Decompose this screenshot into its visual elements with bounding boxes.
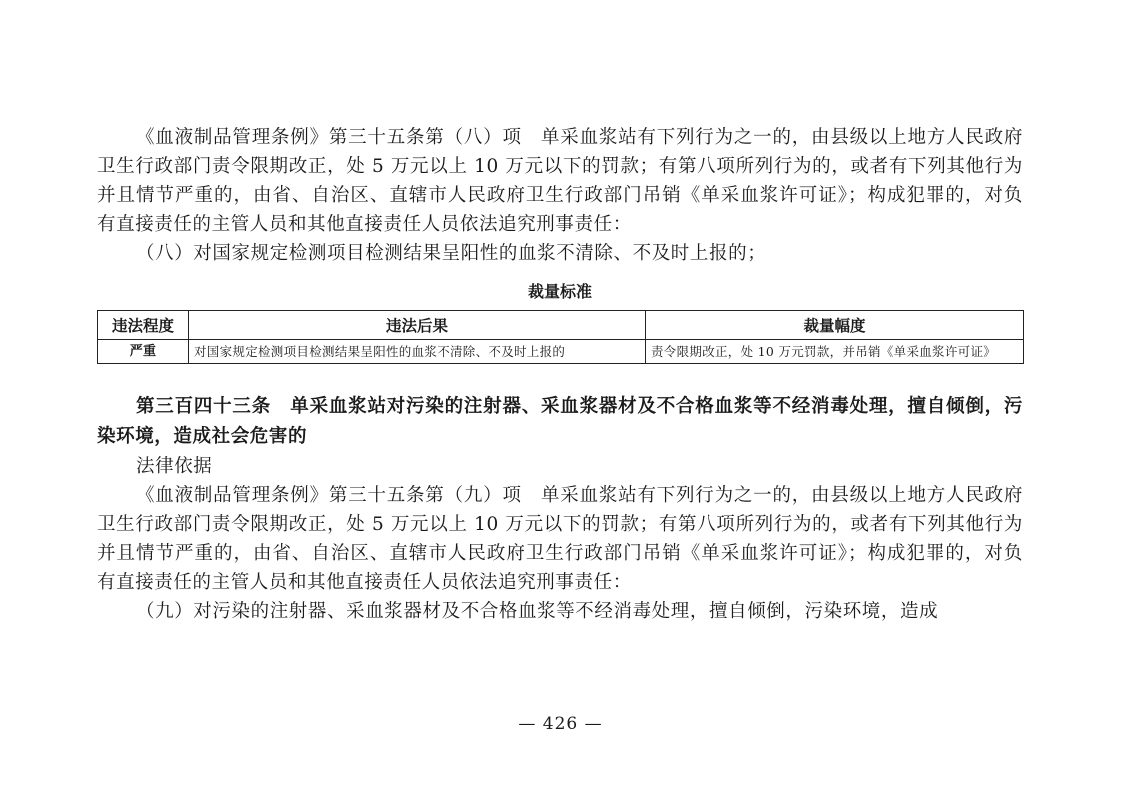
legal-basis-paragraph: 《血液制品管理条例》第三十五条第（八）项 单采血浆站有下列行为之一的，由县级以上地方人民政府卫生行政部门责令限期改正，处 5 万元以上 10 万元以下的罚款；有第八项所列行为的，或者有下列其他行为并且情节严重的，由省、自治区、直辖市人民政府卫生行政部门吊销《单采血浆许可证》；构成犯罪的，对负有直接责任的主管人员和其他直接责任人员依法追究刑事责任： bbox=[97, 127, 1023, 235]
table-header-row bbox=[98, 311, 1024, 340]
column-header-range: 裁量幅度 bbox=[646, 311, 1024, 340]
article-heading: 第三百四十三条 单采血浆站对污染的注射器、采血浆器材及不合格血浆等不经消毒处理，擅自倾倒，污染环境，造成社会危害的 bbox=[97, 396, 1023, 447]
cell-degree: 严重 bbox=[98, 340, 189, 364]
page-number: — 426 — bbox=[518, 714, 603, 734]
violation-item: （八）对国家规定检测项目检测结果呈阳性的血浆不清除、不及时上报的； bbox=[136, 243, 767, 264]
page-content bbox=[97, 123, 1023, 626]
cell-range: 责令限期改正，处 10 万元罚款，并吊销《单采血浆许可证》 bbox=[646, 340, 1024, 364]
column-header-degree: 违法程度 bbox=[98, 311, 189, 340]
discretion-standard-table bbox=[97, 310, 1024, 364]
table-title: 裁量标准 bbox=[527, 282, 592, 301]
violation-item: （九）对污染的注射器、采血浆器材及不合格血浆等不经消毒处理，擅自倾倒，污染环境，造成 bbox=[136, 601, 939, 622]
table-row bbox=[98, 340, 1024, 364]
legal-basis-label: 法律依据 bbox=[136, 456, 213, 477]
column-header-consequence: 违法后果 bbox=[189, 311, 646, 340]
legal-basis-paragraph: 《血液制品管理条例》第三十五条第（九）项 单采血浆站有下列行为之一的，由县级以上地方人民政府卫生行政部门责令限期改正，处 5 万元以上 10 万元以下的罚款；有第八项所列行为的，或者有下列其他行为并且情节严重的，由省、自治区、直辖市人民政府卫生行政部门吊销《单采血浆许可证》；构成犯罪的，对负有直接责任的主管人员和其他直接责任人员依法追究刑事责任： bbox=[97, 485, 1023, 593]
cell-consequence: 对国家规定检测项目检测结果呈阳性的血浆不清除、不及时上报的 bbox=[189, 340, 646, 364]
